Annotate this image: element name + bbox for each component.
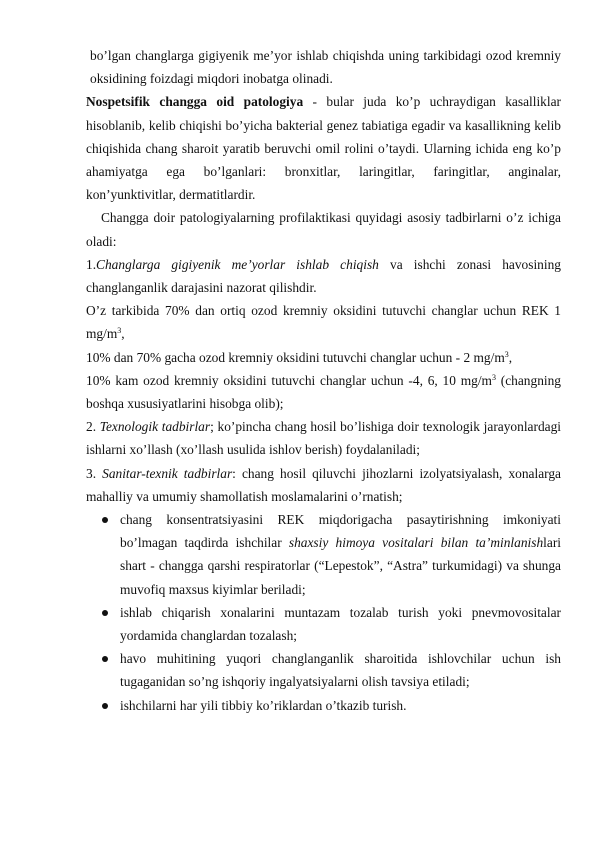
rek-line-2-sup: 3 bbox=[504, 349, 509, 359]
rek-line-1-sup: 3 bbox=[117, 326, 122, 336]
measure-3-text: : chang hosil qiluvchi jihozlarni izolyatsiyalash, xonalarga mahalliy va umumiy shamollatish moslamalarini o’rnatish; bbox=[86, 465, 561, 504]
measure-2 bbox=[86, 415, 561, 461]
measure-3-title: Sanitar-texnik tadbirlar bbox=[102, 465, 233, 481]
measure-1-text: va ishchi zonasi havosining changlanganlik darajasini nazorat qilishdir. bbox=[86, 256, 561, 296]
bullet-icon bbox=[102, 656, 108, 662]
rek-line-1-text: O’z tarkibida 70% dan ortiq ozod kremniy oksidini tutuvchi changlar uchun REK 1 mg/m bbox=[86, 303, 561, 342]
sanitary-measures-list bbox=[86, 508, 561, 717]
list-item-italic: shaxsiy himoya vositalari bilan ta’minlanish bbox=[288, 535, 544, 551]
rek-line-1 bbox=[86, 299, 561, 345]
list-item-text-end: lari shart - changga qarshi respiratorlar (“Lepestok”, “Astra” turkumidagi) va shunga muvofiq maxsus kiyimlar beriladi; bbox=[120, 535, 561, 597]
bullet-icon bbox=[102, 703, 108, 709]
measure-1-title: Changlarga gigiyenik me’yorlar ishlab chiqish bbox=[96, 256, 379, 272]
list-item bbox=[86, 508, 561, 601]
measure-2-title: Texnologik tadbirlar bbox=[99, 419, 211, 435]
paragraph-prophylaxis-text: Changga doir patologiyalarning profilaktikasi quyidagi asosiy tadbirlarni o’z ichiga oladi: bbox=[86, 210, 561, 249]
rek-line-3 bbox=[86, 369, 561, 415]
paragraph-prophylaxis bbox=[86, 206, 561, 252]
rek-line-3-text: 10% kam ozod kremniy oksidini tutuvchi changlar uchun -4, 6, 10 mg/m bbox=[86, 372, 492, 388]
bullet-icon bbox=[102, 517, 108, 523]
measure-1 bbox=[86, 253, 561, 299]
measure-3 bbox=[86, 462, 561, 508]
rek-line-2-text: 10% dan 70% gacha ozod kremniy oksidini tutuvchi changlar uchun - 2 mg/m bbox=[86, 349, 505, 365]
measure-1-number: 1. bbox=[86, 256, 97, 272]
paragraph-intro-text: bo’lgan changlarga gigiyenik me’yor ishlab chiqishda uning tarkibidagi ozod kremniy oksidining foizdagi miqdori inobatga olinadi. bbox=[90, 48, 561, 87]
rek-line-1-tail: , bbox=[121, 326, 125, 342]
paragraph-nonspecific-text: - bular juda ko’p uchraydigan kasalliklar hisoblanib, kelib chiqishi bo’yicha bakterial genez tabiatiga egadir va kasallikning kelib chiqishida chang sharoit yaratib beruvchi omil rolini o’taydi. Ularning ichida eng ko’p ahamiyatga ega bo’lganlari: bronxitlar, laringitlar, faringitlar, anginalar, kon’yunktivitlar, dermatitlardir. bbox=[86, 94, 561, 203]
list-item-text: chang konsentratsiyasini REK miqdorigacha pasaytirishning imkoniyati bo’lmagan taqdirda ishchilar bbox=[120, 512, 561, 551]
list-item bbox=[86, 694, 561, 717]
list-item-text: ishlab chiqarish xonalarini muntazam tozalab turish yoki pnevmovositalar yordamida changlardan tozalash; bbox=[120, 604, 561, 644]
list-item bbox=[86, 601, 561, 647]
measure-2-text: ; ko’pincha chang hosil bo’lishiga doir texnologik jarayonlardagi ishlarni xo’llash (xo’llash usulida ishlov berish) foydalaniladi; bbox=[86, 419, 562, 458]
measure-2-number: 2. bbox=[86, 419, 100, 435]
rek-line-2 bbox=[86, 346, 561, 369]
paragraph-intro bbox=[86, 44, 561, 90]
list-item-text: havo muhitining yuqori changlanganlik sharoitida ishlovchilar uchun ish tugaganidan so’ng ishqoriy ingalyatsiyalarni olish tavsiya etiladi; bbox=[120, 651, 561, 690]
document-page bbox=[86, 44, 561, 717]
rek-line-2-tail: , bbox=[508, 349, 513, 365]
rek-line-3-tail: (changning boshqa xususiyatlarini hisobga olib); bbox=[86, 372, 561, 412]
list-item bbox=[86, 647, 561, 693]
term-nonspecific-pathology: Nospetsifik changga oid patologiya bbox=[86, 94, 304, 110]
bullet-icon bbox=[102, 610, 108, 616]
measure-3-number: 3. bbox=[86, 465, 103, 481]
paragraph-nonspecific-pathology bbox=[86, 90, 561, 206]
list-item-text: ishchilarni har yili tibbiy ko’riklardan o’tkazib turish. bbox=[120, 697, 407, 713]
rek-line-3-sup: 3 bbox=[491, 372, 496, 382]
